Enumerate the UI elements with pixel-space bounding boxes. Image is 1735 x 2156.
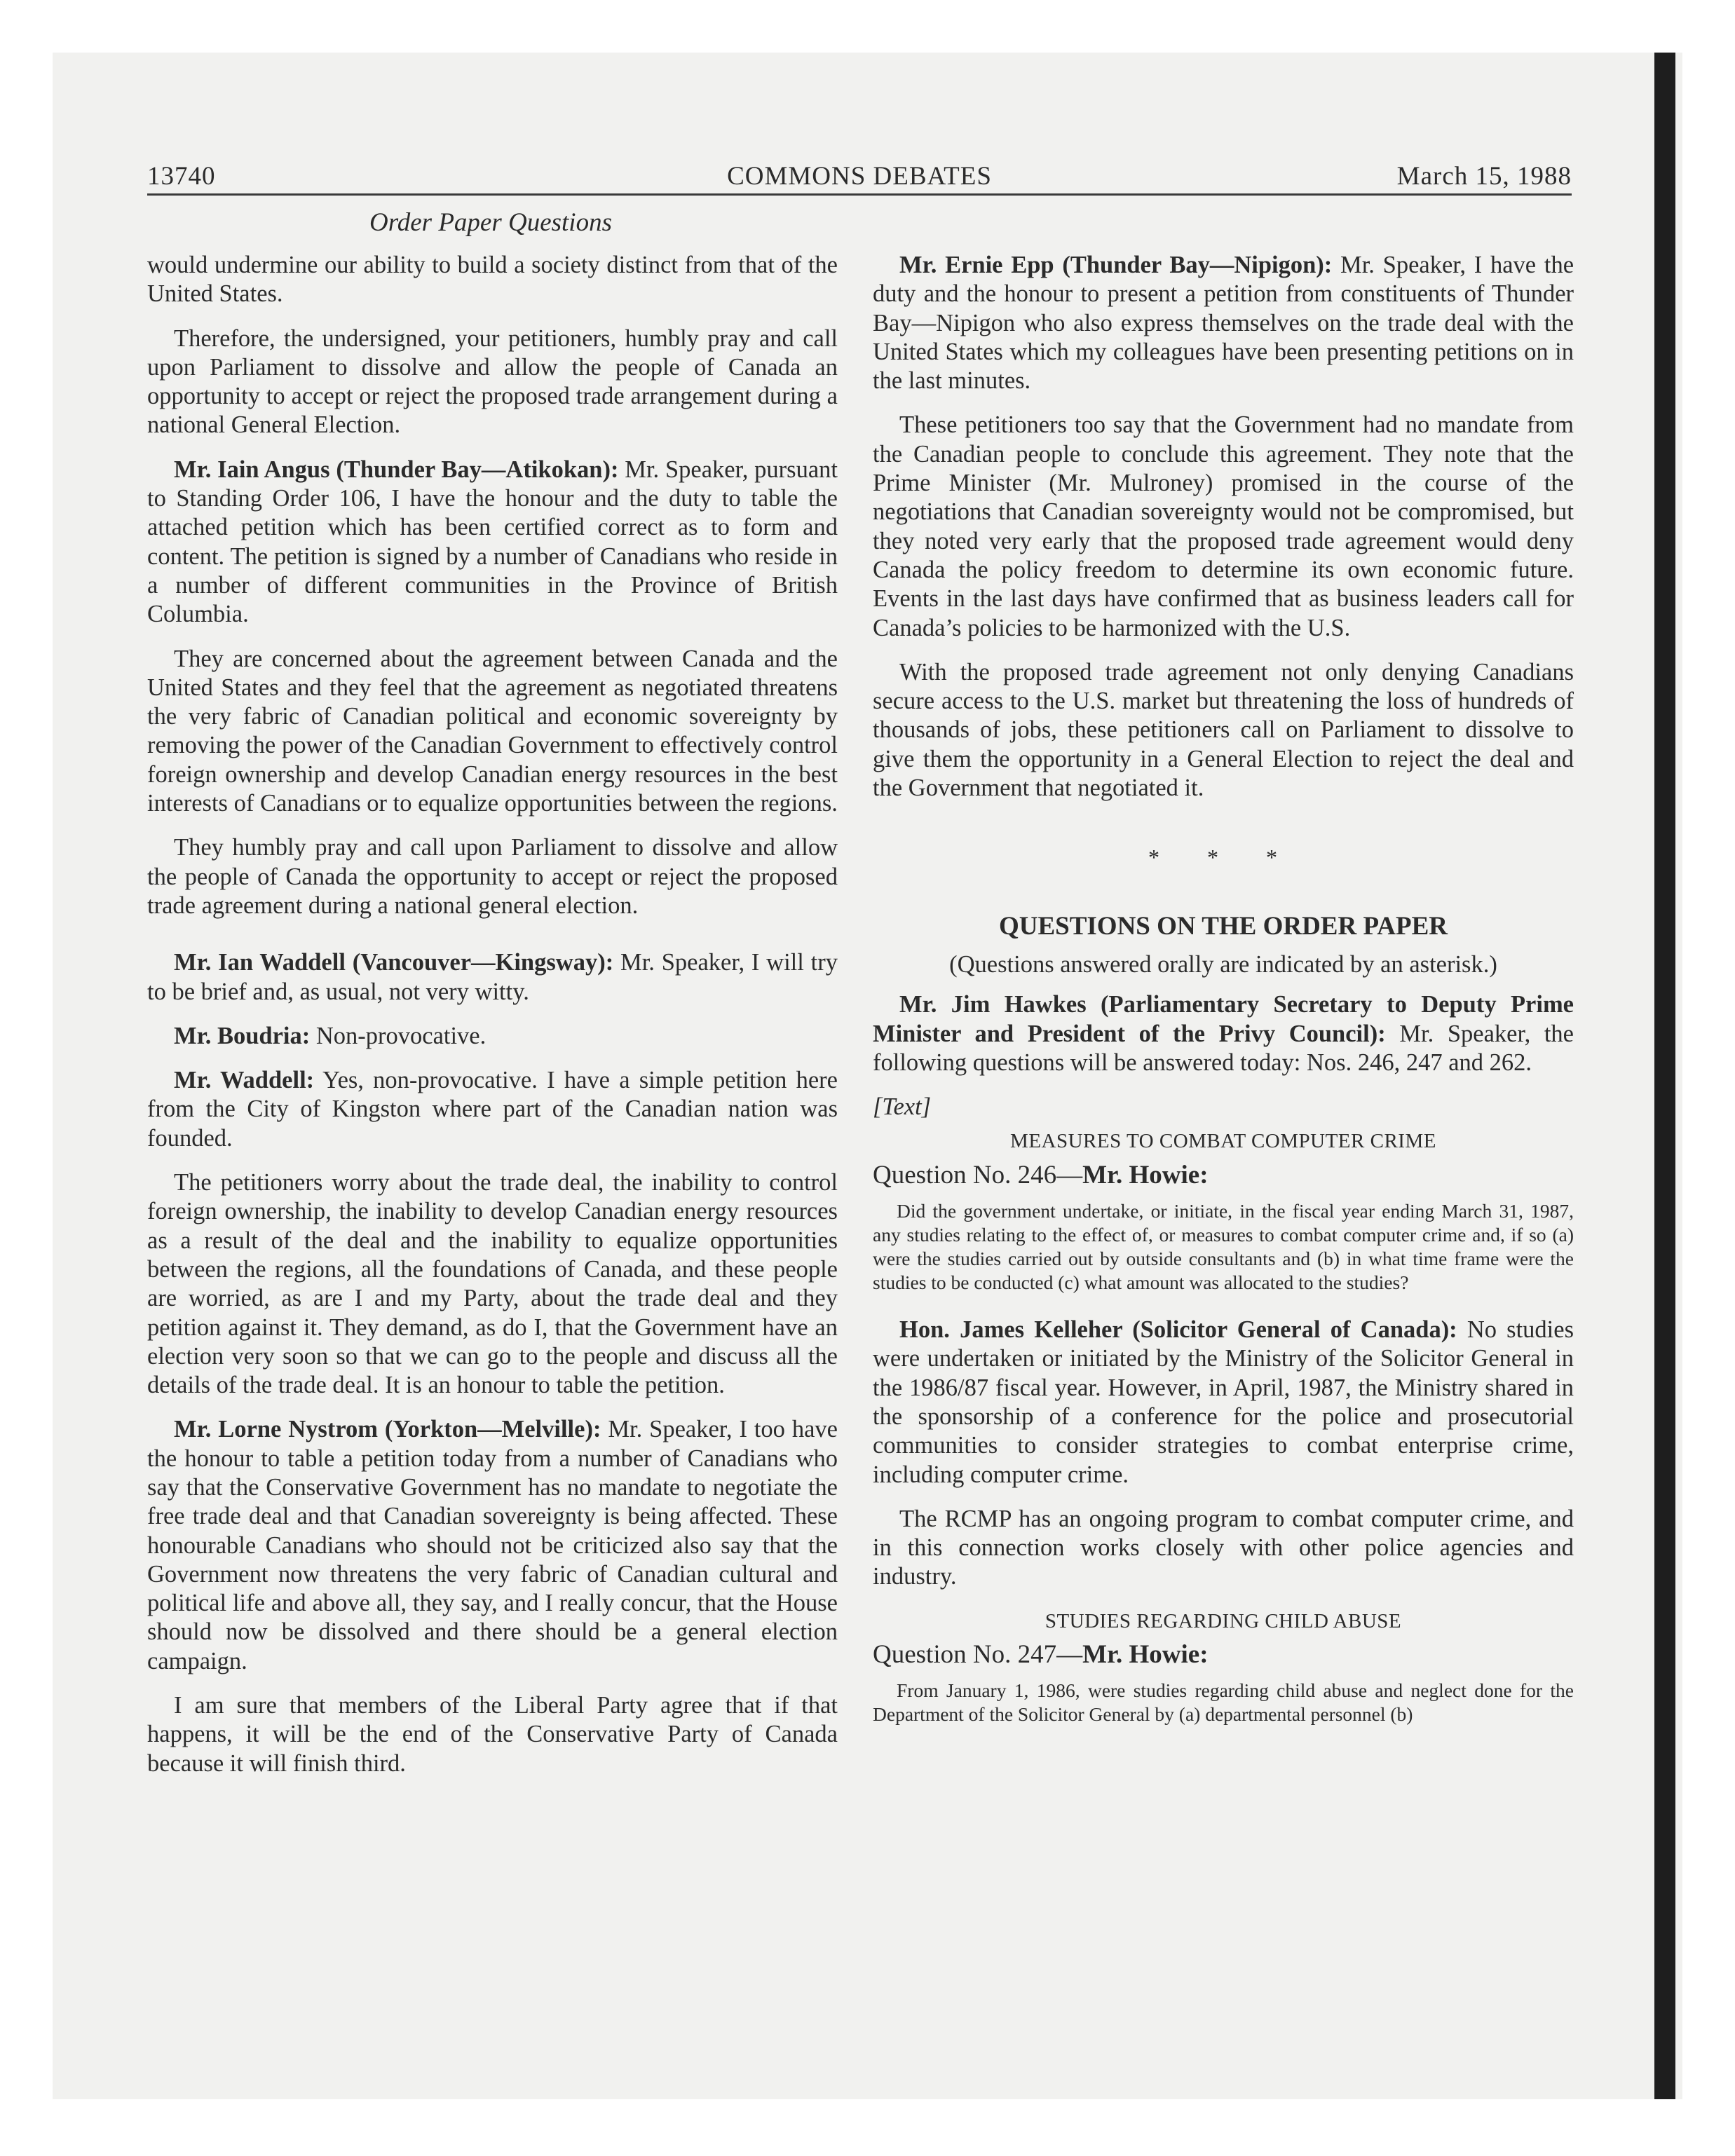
- question-text: Did the government undertake, or initiate, in the fiscal year ending March 31, 1987, any studies relating to the effect of, or measures to combat computer crime and, if so (a) were the studies carried out by outside consultants and (b) in what time frame were the studies to be conducted (c) what amount was allocated to the studies?: [873, 1200, 1574, 1294]
- question-asker: Mr. Howie:: [1082, 1160, 1209, 1189]
- speech-text: Mr. Speaker, the following questions will be answered today: Nos. 246, 247 and 262.: [873, 1020, 1574, 1076]
- speech: [873, 1316, 1574, 1489]
- question-subject: STUDIES REGARDING CHILD ABUSE: [1045, 1609, 1402, 1632]
- speaker-name: Mr. Jim Hawkes (Parliamentary Secretary to Deputy Prime Minister and President of the Privy Council):: [873, 991, 1574, 1047]
- speaker-name: Mr. Waddell:: [174, 1067, 315, 1094]
- speech-text: Mr. Speaker, pursuant to Standing Order 106, I have the honour and the duty to table the attached petition which has been certified correct as to form and content. The petition is signed by a number of Canadians who reside in a number of different communities in the Province of British Columbia.: [147, 456, 838, 628]
- section-label: Order Paper Questions: [369, 208, 612, 237]
- section-divider-stars: * * *: [1148, 845, 1298, 871]
- page-header: [147, 160, 1572, 196]
- questions-note: (Questions answered orally are indicated by an asterisk.): [949, 950, 1497, 978]
- question-number: [873, 1640, 1574, 1669]
- question-text: From January 1, 1986, were studies regarding child abuse and neglect done for the Department of the Solicitor General by (a) departmental personnel (b): [873, 1679, 1574, 1726]
- left-column: [147, 251, 838, 1794]
- speaker-name: Mr. Boudria:: [174, 1022, 311, 1049]
- questions-heading: QUESTIONS ON THE ORDER PAPER: [998, 911, 1448, 941]
- paragraph: They are concerned about the agreement between Canada and the United States and they feel that the agreement as negotiated threatens the very fabric of Canadian political and economic sovereignty by removing the power of the Canadian Government to effectively control foreign ownership and develop Canadian energy resources in the best interests of Canadians or to equalize opportunities between the regions.: [147, 645, 838, 817]
- speech: [147, 948, 838, 1007]
- speech: [147, 1415, 838, 1676]
- page-number: 13740: [147, 162, 216, 191]
- question-subject: MEASURES TO COMBAT COMPUTER CRIME: [1010, 1130, 1436, 1153]
- paragraph: I am sure that members of the Liberal Party agree that if that happens, it will be the end of the Conservative Party of Canada because it will finish third.: [147, 1692, 838, 1777]
- speaker-name: Mr. Ernie Epp (Thunder Bay—Nipigon):: [899, 252, 1333, 278]
- scan-edge-shadow: [1654, 53, 1675, 2099]
- speech-text: Mr. Speaker, I too have the honour to table a petition today from a number of Canadians who say that the Conservative Government has no mandate to negotiate the free trade deal and that Canadian sovereignty is being affected. These honourable Canadians who should not be criticized also say that the Government now threatens the very fabric of Canadian cultural and political life and above all, they say, and I really concur, that the House should now be dissolved and there should be a general election campaign.: [147, 1416, 838, 1674]
- paragraph: would undermine our ability to build a society distinct from that of the United States.: [147, 252, 838, 308]
- speech-text: No studies were undertaken or initiated by the Ministry of the Solicitor General in the 1986/87 fiscal year. However, in April, 1987, the Ministry shared in the sponsorship of a conference for the police and prosecutorial communities to consider strategies to combat enterprise crime, including computer crime.: [873, 1316, 1574, 1488]
- speech: [147, 1066, 838, 1153]
- question-label: Question No. 247—: [873, 1639, 1083, 1669]
- publication-title: COMMONS DEBATES: [727, 162, 992, 191]
- speaker-name: Mr. Lorne Nystrom (Yorkton—Melville):: [174, 1416, 601, 1443]
- speech: [873, 990, 1574, 1077]
- paragraph: They humbly pray and call upon Parliament to dissolve and allow the people of Canada the opportunity to accept or reject the proposed trade agreement during a national general election.: [147, 834, 838, 919]
- paragraph: The RCMP has an ongoing program to combat computer crime, and in this connection works closely with other police agencies and industry.: [873, 1505, 1574, 1590]
- speech-text: Mr. Speaker, I have the duty and the honour to present a petition from constituents of Thunder Bay—Nipigon who also express themselves on the trade deal with the United States which my colleagues have been presenting petitions on in the last minutes.: [873, 252, 1574, 395]
- paragraph: These petitioners too say that the Government had no mandate from the Canadian people to conclude this agreement. They note that the Prime Minister (Mr. Mulroney) promised in the course of the negotiations that Canadian sovereignty would not be compromised, but they noted very early that the proposed trade agreement would deny Canada the policy freedom to determine its own economic future. Events in the last days have confirmed that as business leaders call for Canada’s policies to be harmonized with the U.S.: [873, 411, 1574, 641]
- speech: [147, 1022, 838, 1051]
- question-label: Question No. 246—: [873, 1160, 1083, 1189]
- question-asker: Mr. Howie:: [1082, 1639, 1209, 1669]
- speaker-name: Mr. Iain Angus (Thunder Bay—Atikokan):: [174, 456, 619, 483]
- right-column: [873, 251, 1574, 1726]
- speech-text: Non-provocative.: [315, 1022, 487, 1049]
- speech-text: Mr. Speaker, I will try to be brief and, as usual, not very witty.: [147, 949, 838, 1005]
- speech: [873, 251, 1574, 395]
- speaker-name: Hon. James Kelleher (Solicitor General of Canada):: [899, 1316, 1457, 1344]
- paragraph: Therefore, the undersigned, your petitioners, humbly pray and call upon Parliament to dissolve and allow the people of Canada an opportunity to accept or reject the proposed trade arrangement during a national General Election.: [147, 325, 838, 439]
- speech: [147, 456, 838, 629]
- paragraph: The petitioners worry about the trade deal, the inability to control foreign ownership, the inability to develop Canadian energy resources as a result of the deal and the inability to equalize opportunities between the regions, all the foundations of Canada, and these people are worried, as are I and my Party, about the trade deal and they petition against it. They demand, as do I, that the Government have an election very soon so that we can go to the people and discuss all the details of the trade deal. It is an honour to table the petition.: [147, 1169, 838, 1399]
- text-tag: [Text]: [873, 1093, 932, 1121]
- paragraph: With the proposed trade agreement not only denying Canadians secure access to the U.S. market but threatening the loss of hundreds of thousands of jobs, these petitioners call on Parliament to dissolve to give them the opportunity in a General Election to reject the deal and the Government that negotiated it.: [873, 658, 1574, 802]
- question-number: [873, 1161, 1574, 1189]
- speech-text: Yes, non-provocative. I have a simple petition here from the City of Kingston where part of the Canadian nation was founded.: [147, 1067, 838, 1152]
- speaker-name: Mr. Ian Waddell (Vancouver—Kingsway):: [174, 949, 614, 976]
- page-date: March 15, 1988: [1396, 162, 1572, 191]
